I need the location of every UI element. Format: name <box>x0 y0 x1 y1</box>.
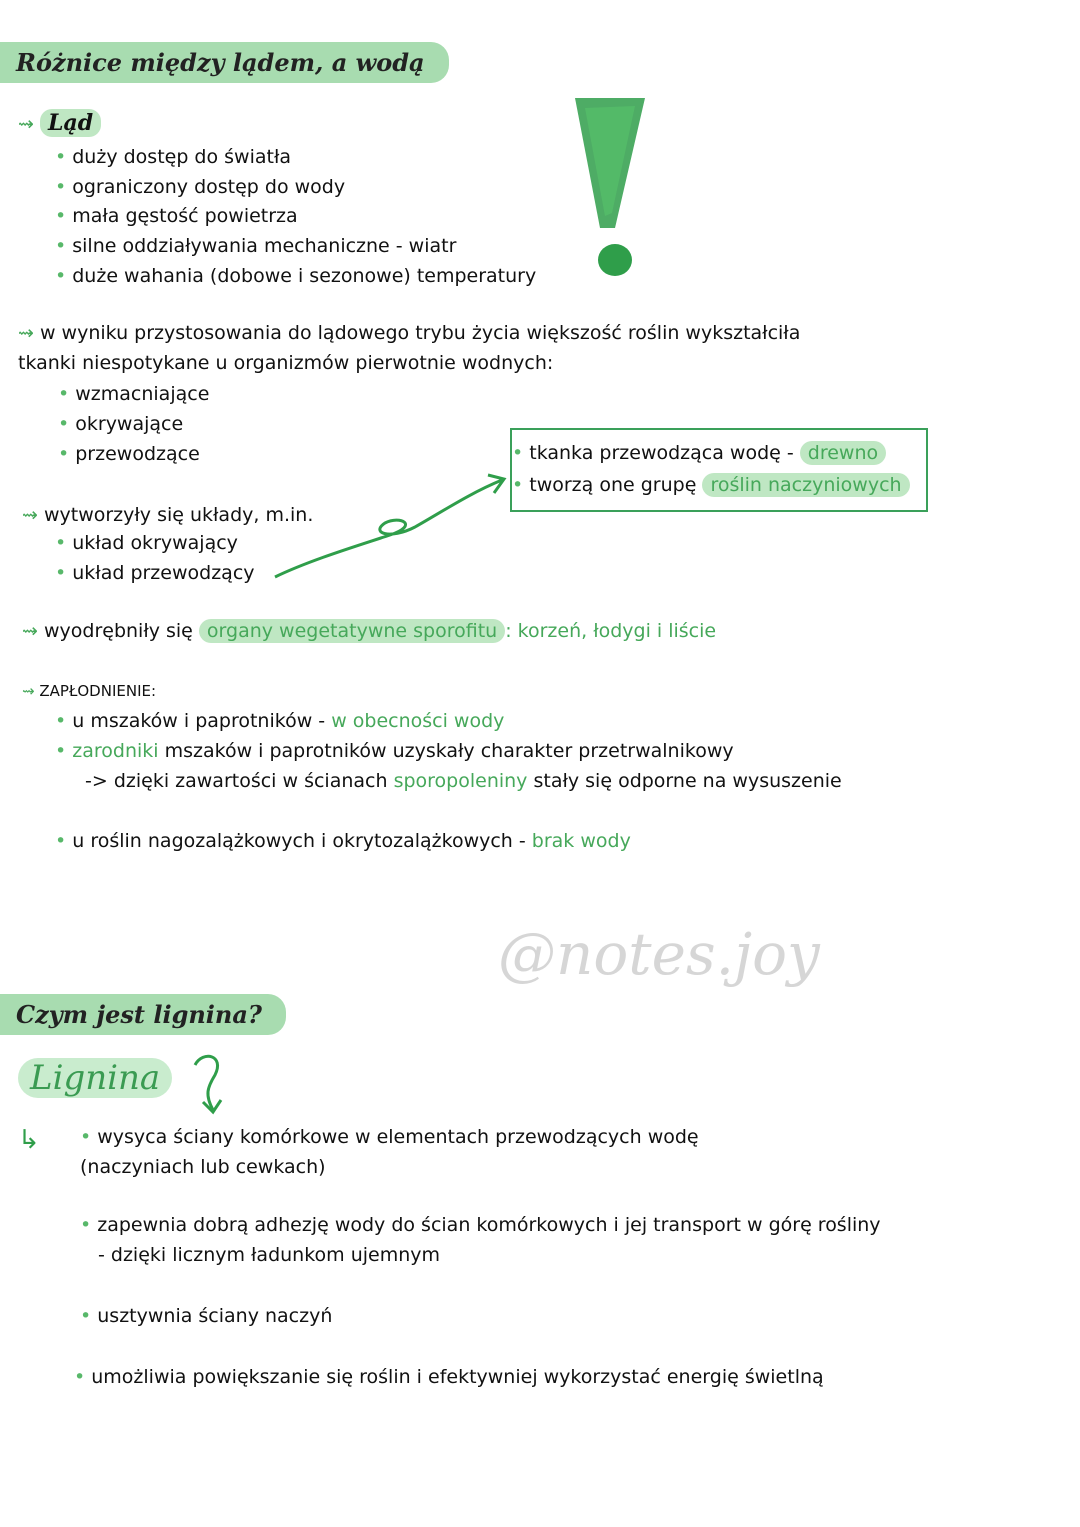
systems-heading-text: wytworzyły się układy, m.in. <box>43 504 314 526</box>
fertilization-item-green: w obecności wody <box>331 710 505 732</box>
system-item-text: układ przewodzący <box>72 562 255 584</box>
land-item <box>55 265 536 287</box>
tissue-item-text: przewodzące <box>75 443 200 465</box>
land-item <box>55 235 456 257</box>
squiggle-arrow-icon: ⇝ <box>22 620 38 642</box>
return-arrow-icon: ↳ <box>18 1125 40 1155</box>
tissue-item-text: okrywające <box>75 413 184 435</box>
curved-arrow-icon <box>185 1050 235 1120</box>
adaptation-line-2: tkanki niespotykane u organizmów pierwotnie wodnych: <box>18 352 554 374</box>
adaptation-line-1 <box>18 322 800 344</box>
adaptation-line-1-text: w wyniku przystosowania do lądowego trybu życia większość roślin wykształciła <box>39 322 801 344</box>
fertilization-heading-text: ZAPŁODNIENIE: <box>39 682 157 700</box>
exclamation-mark-icon <box>560 88 660 288</box>
lignin-item <box>74 1366 824 1388</box>
tissue-item <box>58 443 200 465</box>
fertilization-item-green: brak wody <box>531 830 631 852</box>
lignin-item-text: zapewnia dobrą adhezję wody do ścian komórkowych i jej transport w górę rośliny <box>97 1214 881 1236</box>
land-item-text: ograniczony dostęp do wody <box>72 176 346 198</box>
land-item-text: duży dostęp do światła <box>72 146 292 168</box>
system-item <box>55 532 238 554</box>
land-heading-text: Ląd <box>40 109 101 137</box>
organs-line <box>22 620 716 642</box>
organs-highlight: organy wegetatywne sporofitu <box>199 619 505 643</box>
fertilization-item-text: u mszaków i paprotników - <box>72 710 326 732</box>
section-title-differences <box>0 42 449 83</box>
box-line-2-text: tworzą one grupę <box>529 474 697 496</box>
wood-highlight: drewno <box>800 441 886 465</box>
squiggle-arrow-icon: ⇝ <box>22 504 38 526</box>
land-item <box>55 146 291 168</box>
land-item-text: mała gęstość powietrza <box>72 205 298 227</box>
subitem-rest: stały się odporne na wysuszenie <box>533 770 842 792</box>
sporopollenin-word: sporopoleniny <box>393 770 528 792</box>
subitem-prefix: -> dzięki zawartości w ścianach <box>85 770 388 792</box>
system-item-text: układ okrywający <box>72 532 238 554</box>
lignin-item-text: usztywnia ściany naczyń <box>97 1305 333 1327</box>
title-text: Czym jest lignina? <box>16 1000 262 1029</box>
squiggle-arrow-icon: ⇝ <box>18 322 34 344</box>
lignin-item <box>80 1126 699 1148</box>
fertilization-item-text: u roślin nagozalążkowych i okrytozalążkowych - <box>72 830 526 852</box>
squiggle-arrow-icon: ⇝ <box>22 682 35 700</box>
section-title-lignin <box>0 994 286 1035</box>
fertilization-item <box>55 740 734 762</box>
box-line-1 <box>512 442 886 464</box>
watermark: @notes.joy <box>498 920 820 988</box>
fertilization-item <box>55 710 504 732</box>
lignin-item <box>80 1305 332 1327</box>
lignin-heading: Lignina <box>18 1058 172 1098</box>
fertilization-heading <box>22 682 156 700</box>
land-item-text: duże wahania (dobowe i sezonowe) temperatury <box>72 265 537 287</box>
lignin-item-text: wysyca ściany komórkowe w elementach przewodzących wodę <box>97 1126 699 1148</box>
system-item <box>55 562 255 584</box>
box-line-1-text: tkanka przewodząca wodę - <box>529 442 794 464</box>
lignin-item-text: umożliwia powiększanie się roślin i efektywniej wykorzystać energię świetlną <box>91 1366 824 1388</box>
fertilization-item <box>55 830 631 852</box>
organs-list: : korzeń, łodygi i liście <box>505 620 717 642</box>
land-item <box>55 176 345 198</box>
title-text: Różnice między lądem, a wodą <box>16 48 425 77</box>
land-heading <box>18 110 101 136</box>
organs-prefix: wyodrębniły się <box>43 620 193 642</box>
tissue-item <box>58 413 183 435</box>
vascular-plants-highlight: roślin naczyniowych <box>702 473 909 497</box>
squiggle-arrow-icon: ⇝ <box>18 113 34 135</box>
spores-word: zarodniki <box>72 740 159 762</box>
land-item-text: silne oddziaływania mechaniczne - wiatr <box>72 235 457 257</box>
lignin-item <box>80 1214 881 1236</box>
tissue-item-text: wzmacniające <box>75 383 210 405</box>
land-item <box>55 205 298 227</box>
connector-arrow-icon <box>270 465 510 585</box>
lignin-item-line-2: (naczyniach lub cewkach) <box>80 1156 326 1178</box>
fertilization-subitem <box>85 770 842 792</box>
lignin-item-line-2: - dzięki licznym ładunkom ujemnym <box>98 1244 441 1266</box>
tissue-item <box>58 383 209 405</box>
fertilization-item-text: mszaków i paprotników uzyskały charakter przetrwalnikowy <box>164 740 734 762</box>
box-line-2 <box>512 474 910 496</box>
